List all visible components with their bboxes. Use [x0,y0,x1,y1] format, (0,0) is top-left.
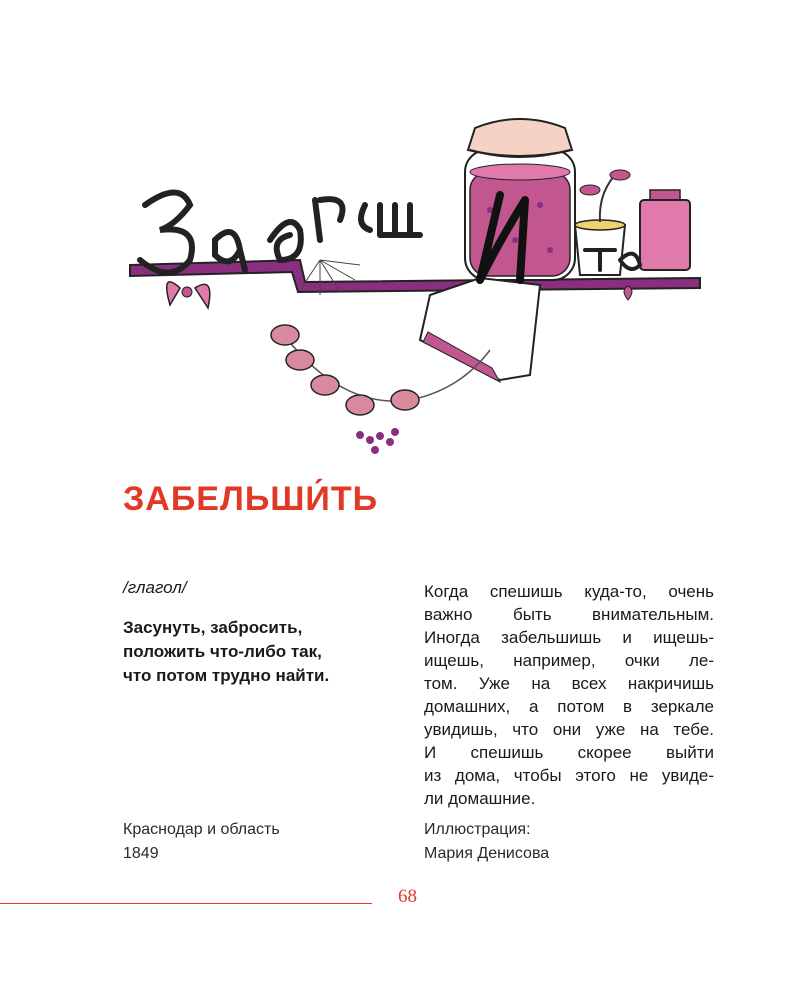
illustration-credit [424,818,549,866]
example-line: домашних, а потом в зеркале [424,697,714,716]
jar-cloth-lid [468,119,572,156]
credit-label: Иллюстрация: [424,821,531,838]
example-line: Иногда забельшишь и ищешь- [424,628,714,647]
usage-example [424,580,714,810]
heart [624,286,632,300]
definition-line: Засунуть, забросить, [123,618,303,637]
example-line: ли домашние. [424,789,536,808]
definition-line: положить что-либо так, [123,642,322,661]
mushrooms [271,325,419,415]
bow [167,282,210,308]
example-line: Когда спешишь куда-то, очень [424,582,714,601]
source-info [123,818,280,866]
part-of-speech: /глагол/ [123,578,187,597]
example-line: из дома, чтобы этого не увиде- [424,766,714,785]
towel [420,278,540,382]
credit-artist: Мария Денисова [424,845,550,862]
source-region: Краснодар и область [123,821,280,838]
source-year: 1849 [123,845,159,862]
example-line: том. Уже на всех накричишь [424,674,714,693]
example-line: важно быть внимательным. [424,605,714,624]
headword: ЗАБЕЛЬШИ́ТЬ [123,480,379,518]
bottle [640,190,690,270]
berries [356,428,399,454]
page-number: 68 [398,886,417,907]
definition-line: что потом трудно найти. [123,666,330,685]
footer-divider [0,903,372,904]
example-line: И спешишь скорее выйти [424,743,714,762]
jam-jar-illustration [120,110,710,470]
example-line: увидишь, что они уже на тебе. [424,720,714,739]
definition [123,616,373,688]
example-line: ищешь, например, очки ле- [424,651,714,670]
